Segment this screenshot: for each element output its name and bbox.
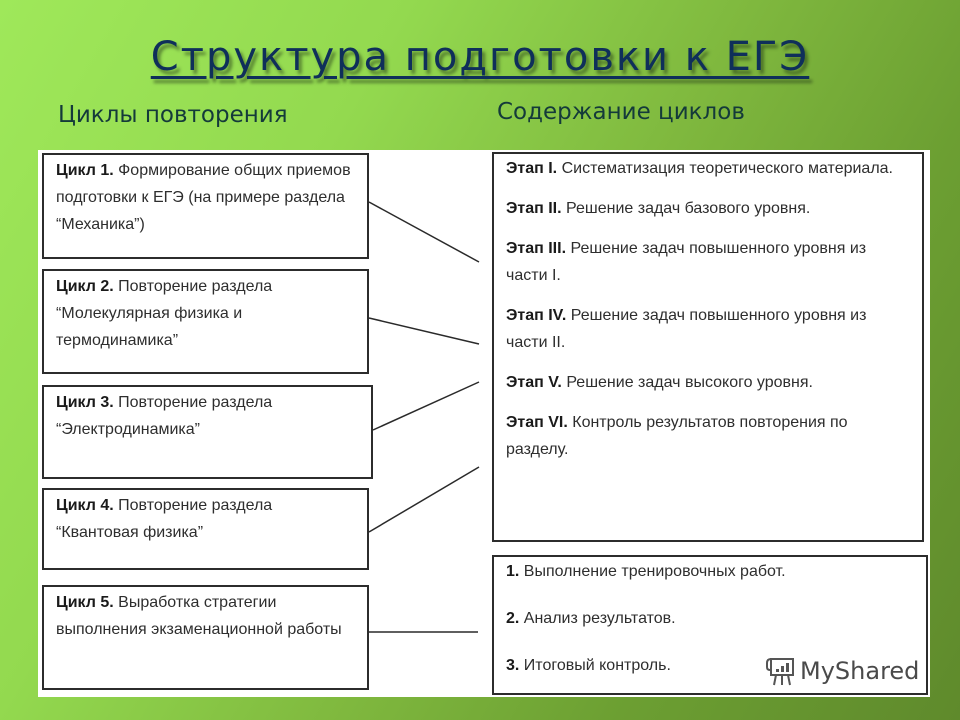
- cycle-label: Цикл 5.: [56, 594, 114, 611]
- cycle-text: Выработка стратегии выполнения экзаменационной работы: [56, 594, 342, 638]
- step-number: 3.: [506, 657, 520, 674]
- connector-cycle3: [373, 382, 479, 430]
- step-text: Выполнение тренировочных работ.: [523, 563, 786, 580]
- step-number: 2.: [506, 610, 520, 627]
- cycle-label: Цикл 2.: [56, 278, 114, 295]
- stage-text: Решение задач повышенного уровня из части I.: [506, 240, 867, 284]
- stage-text: Систематизация теоретического материала.: [561, 160, 893, 177]
- cycle-label: Цикл 1.: [56, 162, 114, 179]
- connector-cycle2: [369, 318, 479, 344]
- stage-label: Этап VI.: [506, 414, 568, 431]
- cycle-text: Формирование общих приемов подготовки к ЕГЭ (на примере раздела “Механика”): [56, 162, 351, 233]
- step-number: 1.: [506, 563, 520, 580]
- watermark-text: MyShared: [800, 657, 920, 685]
- left-column-heading: Циклы повторения: [58, 102, 288, 128]
- presentation-board-icon: [766, 655, 796, 687]
- right-column-heading: Содержание циклов: [497, 99, 745, 125]
- cycle-label: Цикл 4.: [56, 497, 114, 514]
- stage-label: Этап I.: [506, 160, 558, 177]
- slide-title: Структура подготовки к ЕГЭ: [150, 34, 810, 80]
- cycle-label: Цикл 3.: [56, 394, 114, 411]
- cycle-text: Повторение раздела “Электродинамика”: [56, 394, 273, 438]
- stage-text: Решение задач повышенного уровня из части II.: [506, 307, 867, 351]
- stage-label: Этап III.: [506, 240, 567, 257]
- stage-text: Решение задач базового уровня.: [566, 200, 811, 217]
- stage-label: Этап IV.: [506, 307, 567, 324]
- step-text: Анализ результатов.: [523, 610, 676, 627]
- cycle-text: Повторение раздела “Квантовая физика”: [56, 497, 273, 541]
- stage-text: Контроль результатов повторения по разделу.: [506, 414, 848, 458]
- stage-label: Этап V.: [506, 374, 562, 391]
- step-text: Итоговый контроль.: [523, 657, 671, 674]
- stage-text: Решение задач высокого уровня.: [566, 374, 813, 391]
- connector-cycle4: [369, 467, 479, 532]
- watermark: [766, 655, 919, 687]
- cycle-text: Повторение раздела “Молекулярная физика и термодинамика”: [56, 278, 273, 349]
- stage-label: Этап II.: [506, 200, 562, 217]
- connector-cycle1: [369, 202, 479, 262]
